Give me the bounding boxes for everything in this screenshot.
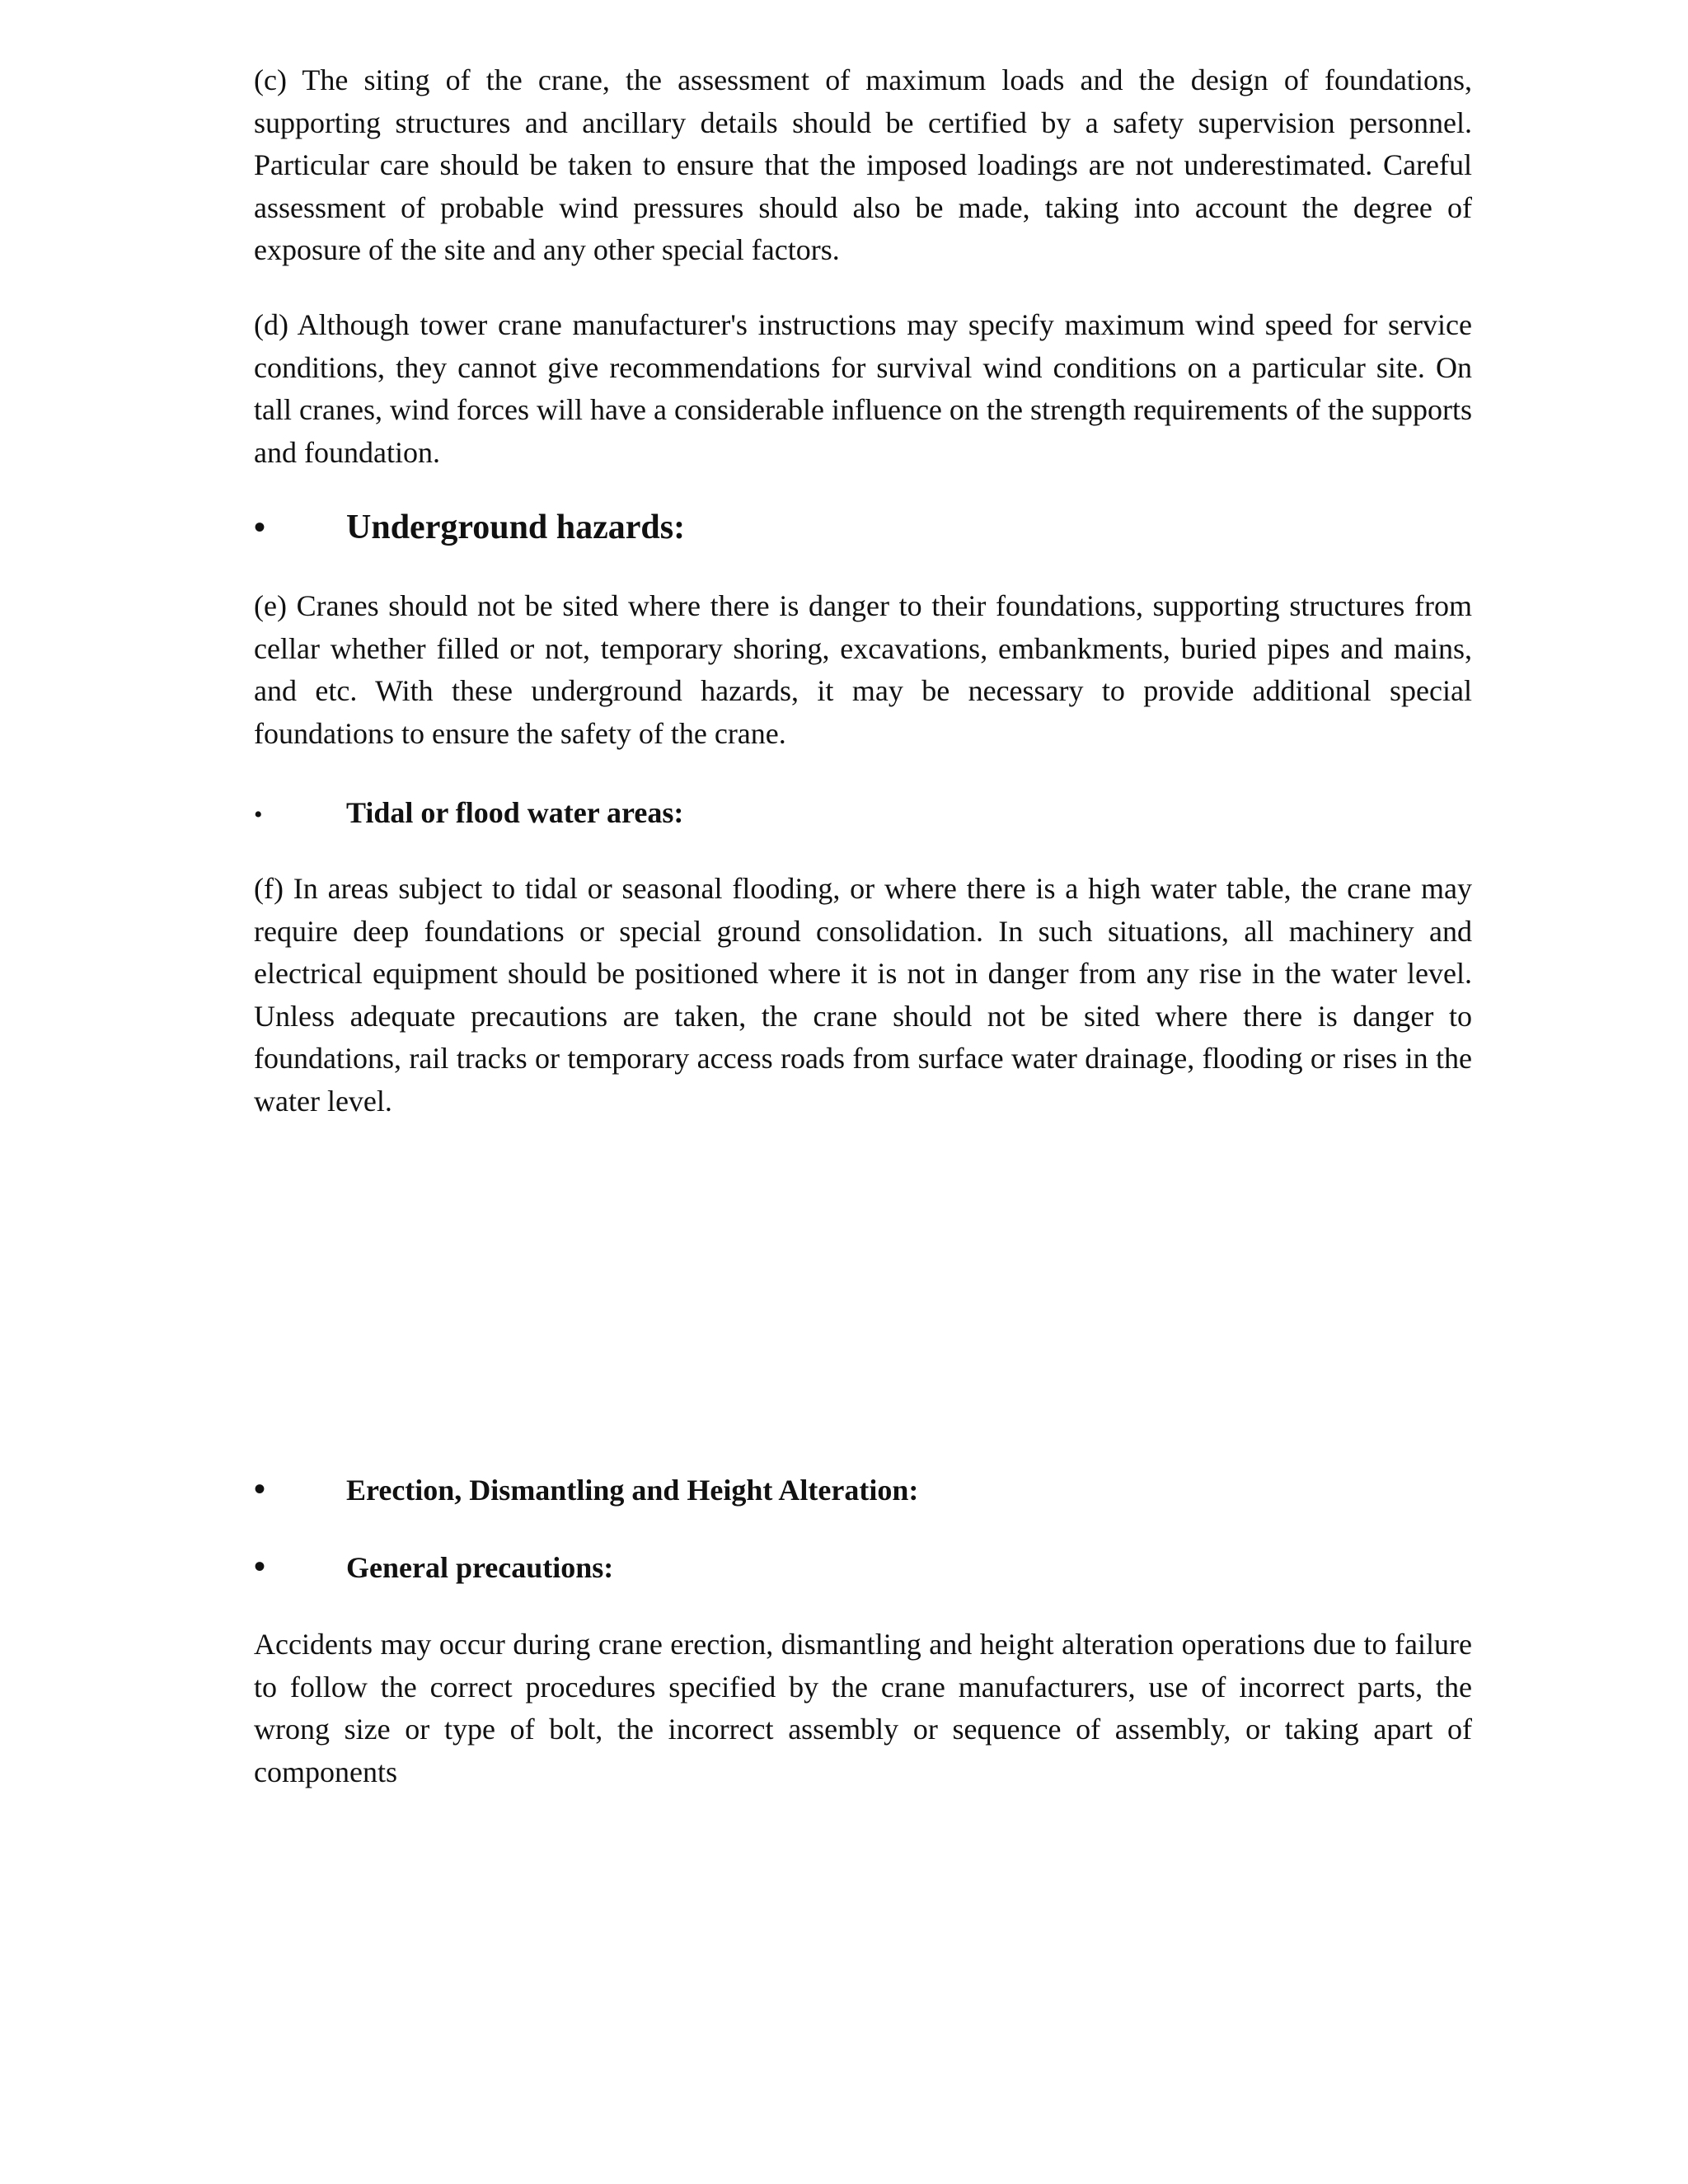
bullet-icon: •	[254, 1470, 266, 1507]
paragraph-f: (f) In areas subject to tidal or seasonal flooding, or where there is a high water table, the crane may require deep foundations or special ground consolidation. In such situations, all machinery and electrical equipment should be positioned where it is not in danger from any rise in the water level. Unless adequate precautions are taken, the crane should not be sited where there is danger to foundations, rail tracks or temporary access roads from surface water drainage, flooding or rises in the water level.	[254, 872, 1472, 1118]
bullet-icon: •	[254, 509, 266, 546]
bullet-icon: •	[254, 1548, 266, 1585]
heading-tidal-text: Tidal or flood water areas:	[346, 796, 684, 829]
heading-underground-text: Underground hazards:	[346, 509, 686, 546]
bullet-icon: •	[254, 801, 263, 828]
heading-erection	[254, 1469, 1472, 1511]
heading-underground-hazards	[254, 506, 1472, 549]
paragraph-c: (c) The siting of the crane, the assessment of maximum loads and the design of foundations, supporting structures and ancillary details should be certified by a safety supervision personnel. Particular care should be taken to ensure that the imposed loadings are not underestimated. Careful assessment of probable wind pressures should also be made, taking into account the degree of exposure of the site and any other special factors.	[254, 63, 1472, 266]
heading-erection-text: Erection, Dismantling and Height Alteration:	[346, 1474, 919, 1507]
paragraph-d: (d) Although tower crane manufacturer's instructions may specify maximum wind speed for service conditions, they cannot give recommendations for survival wind conditions on a particular site. On tall cranes, wind forces will have a considerable influence on the strength requirements of the supports and foundation.	[254, 308, 1472, 469]
heading-tidal-flood	[254, 791, 1472, 834]
heading-general-text: General precautions:	[346, 1551, 614, 1584]
heading-general-precautions	[254, 1546, 1472, 1589]
paragraph-e: (e) Cranes should not be sited where there is danger to their foundations, supporting structures from cellar whether filled or not, temporary shoring, excavations, embankments, buried pipes and mains, and etc. With these underground hazards, it may be necessary to provide additional special foundations to ensure the safety of the crane.	[254, 589, 1472, 750]
paragraph-accidents: Accidents may occur during crane erection, dismantling and height alteration operations due to failure to follow the correct procedures specified by the crane manufacturers, use of incorrect parts, the wrong size or type of bolt, the incorrect assembly or sequence of assembly, or taking apart of components	[254, 1628, 1472, 1788]
